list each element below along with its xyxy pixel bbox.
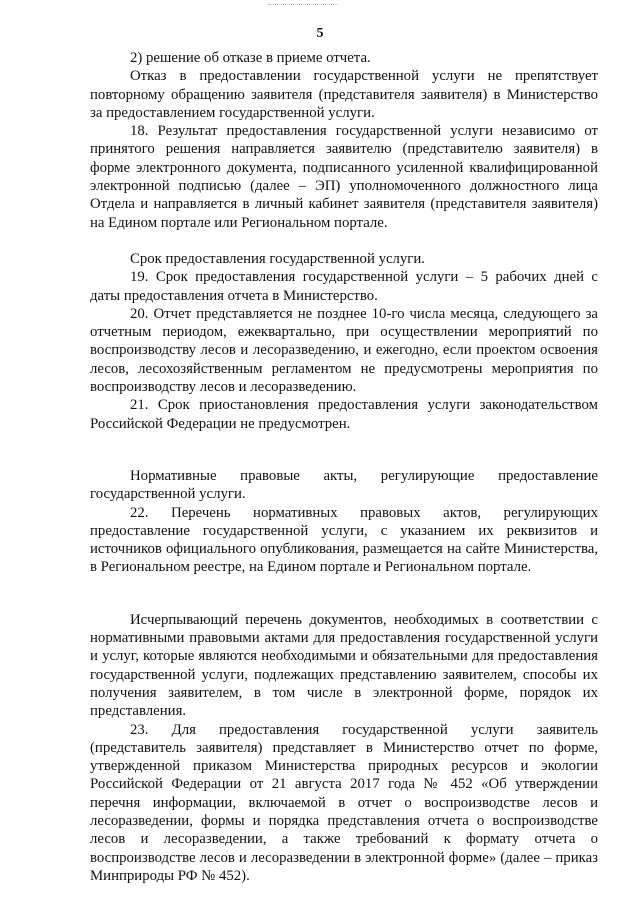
- scan-artifact: [268, 4, 338, 9]
- paragraph-18-result: 18. Результат предоставления государственной услуги независимо от принятого решения направляется заявителю (представителю заявителя) в форме электронного документа, подписанного усиленной квалифицированной электронной подписью (далее – ЭП) уполномоченного должностного лица Отдела и направляется в личный кабинет заявителя (представителя заявителя) на Едином портале или Региональном портале.: [90, 123, 598, 231]
- section-heading-term: Срок предоставления государственной услуги.: [130, 250, 425, 267]
- paragraph-refusal-no-obstacle: Отказ в предоставлении государственной услуги не препятствует повторному обращению заявителя (представителя заявителя) в Министерство за предоставлением государственной услуги.: [90, 68, 598, 121]
- paragraph-20-report-deadline: 20. Отчет представляется не позднее 10-го числа месяца, следующего за отчетным периодом, ежеквартально, при осуществлении мероприятий по воспроизводству лесов и лесоразведению, и ежегодно, если проектом освоения лесов, лесохозяйственным регламентом не предусмотрены мероприятия по воспроизводству лесов и лесоразведению.: [90, 305, 598, 396]
- paragraph-decision-refusal: 2) решение об отказе в приеме отчета.: [130, 50, 371, 66]
- paragraph-22-normative-list: 22. Перечень нормативных правовых актов, регулирующих предоставление государственной услуги, с указанием их реквизитов и источников официального опубликования, размещается на сайте Министерства, в Региональном реестре, на Едином портале и Региональном портале.: [90, 504, 598, 576]
- section-heading-normative-acts: Нормативные правовые акты, регулирующие предоставление государственной услуги.: [90, 467, 598, 503]
- section-heading-documents-list: Исчерпывающий перечень документов, необходимых в соответствии с нормативными правовыми актами для предоставления государственной услуги и услуг, которые являются необходимыми и обязательными для предоставления государственной услуги, подлежащих представлению заявителем, способы их получения заявителем, в том числе в электронной форме, порядок их представления.: [90, 611, 598, 720]
- paragraph-23-report-submission: 23. Для предоставления государственной услуги заявитель (представитель заявителя) представляет в Министерство отчет по форме, утвержденной приказом Министерства природных ресурсов и экологии Российской Федерации от 21 августа 2017 года № 452 «Об утверждении перечня информации, включаемой в отчет о воспроизводстве лесов и лесоразведении, формы и порядка представления отчета о воспроизводстве лесов и лесоразведении, а также требований к формату отчета о воспроизводстве лесов и лесоразведении в электронной форме» (далее – приказ Минприроды РФ № 452).: [90, 721, 598, 884]
- paragraph-19-term: 19. Срок предоставления государственной услуги – 5 рабочих дней с даты предоставления отчета в Министерство.: [90, 269, 598, 304]
- document-body: [90, 49, 598, 885]
- page-number: 5: [316, 26, 324, 41]
- paragraph-21-suspension: 21. Срок приостановления предоставления услуги законодательством Российской Федерации не предусмотрен.: [90, 397, 598, 432]
